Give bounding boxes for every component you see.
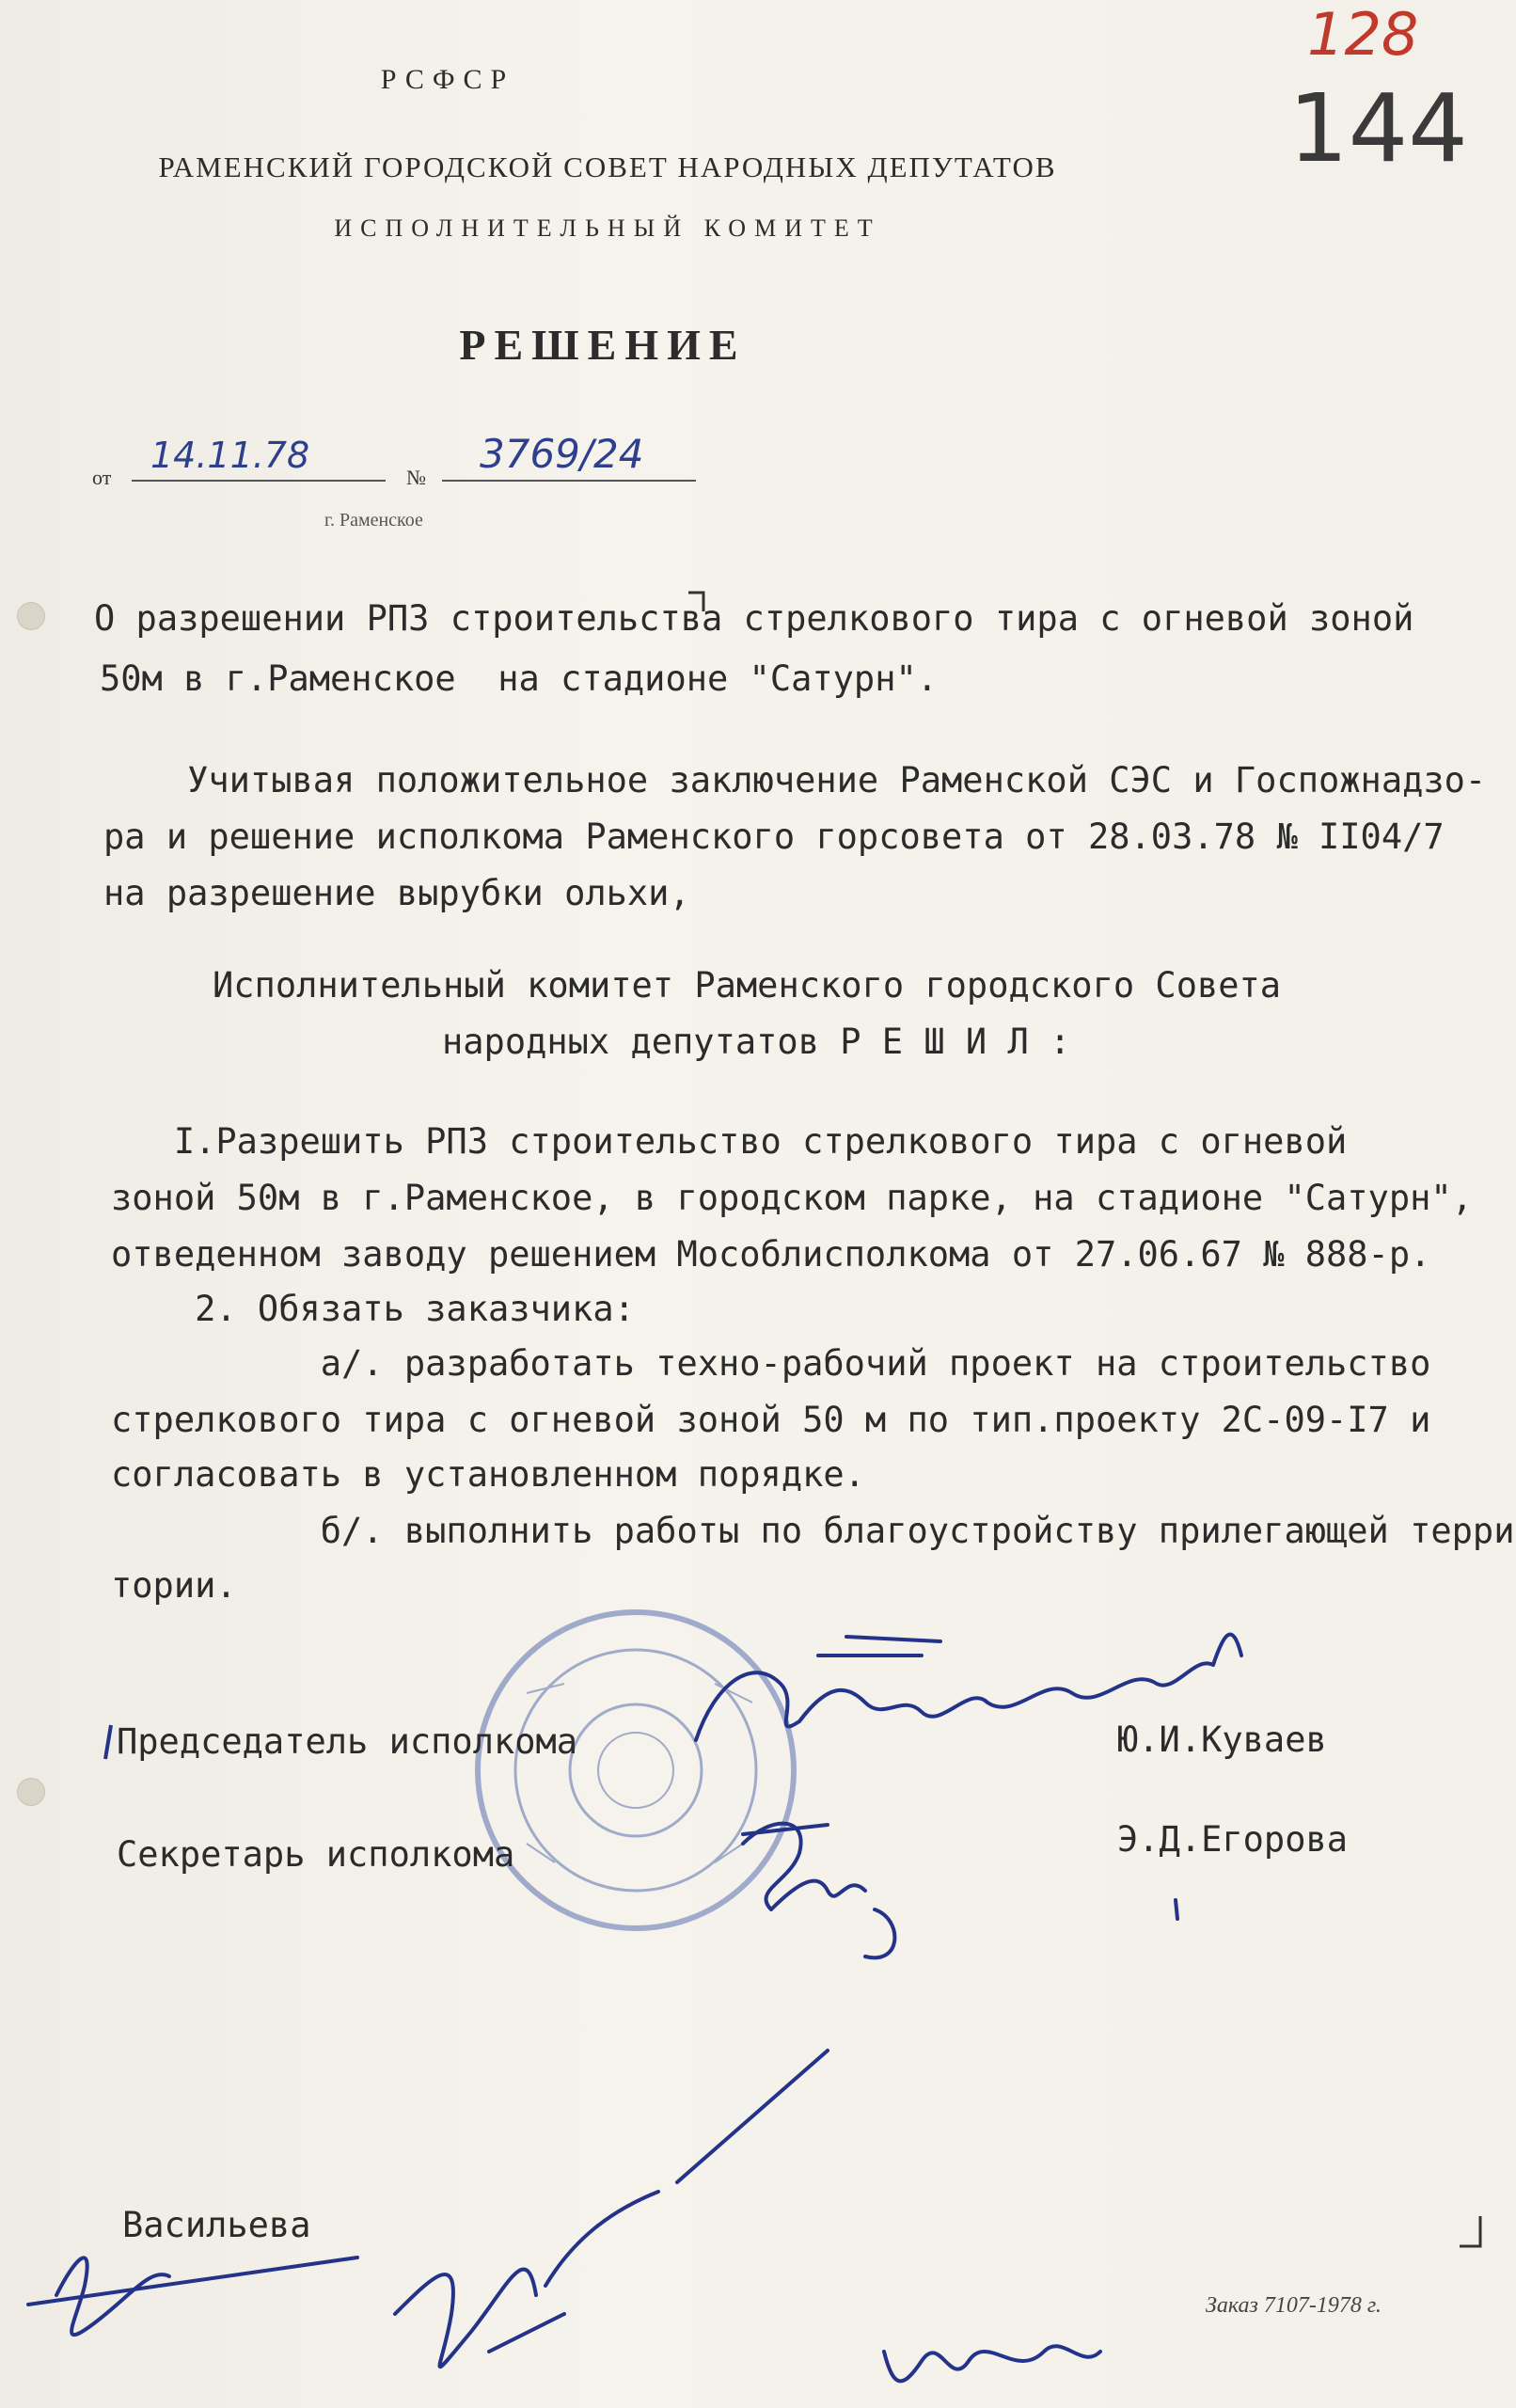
preamble-line: ра и решение исполкома Раменского горсовета от 28.03.78 № II04/7 (103, 816, 1445, 857)
decision-date: 14.11.78 (150, 435, 310, 476)
item-line: тории. (111, 1565, 237, 1606)
secretary-name: Э.Д.Егорова (1117, 1819, 1349, 1860)
decision-number: 3769/24 (480, 431, 644, 477)
item-line: стрелкового тира с огневой зоной 50 м по тип.проекту 2С-09-I7 и (111, 1400, 1431, 1440)
resolution-intro-line: народных депутатов Р Е Ш И Л : (442, 1022, 1071, 1062)
resolution-intro-line: Исполнительный комитет Раменского городского Совета (213, 965, 1282, 1006)
preamble-line: на разрешение вырубки ольхи, (103, 873, 690, 913)
preamble-line: Учитывая положительное заключение Раменской СЭС и Госпожнадзо- (103, 760, 1487, 800)
subject-line: 50м в г.Раменское на стадионе "Сатурн". (100, 658, 939, 699)
header-country: РСФСР (380, 64, 515, 95)
subject-line: О разрешении РПЗ строительства стрелкового тира с огневой зоной (94, 598, 1414, 639)
item-line: а/. разработать техно-рабочий проект на строительство (111, 1343, 1431, 1384)
margin-ticks (105, 1725, 111, 1759)
archive-new-number: 144 (1288, 73, 1468, 183)
print-order: Заказ 7107-1978 г. (1206, 2293, 1382, 2318)
chair-name: Ю.И.Куваев (1117, 1719, 1327, 1760)
document-title: РЕШЕНИЕ (459, 321, 747, 369)
header-committee: ИСПОЛНИТЕЛЬНЫЙ КОМИТЕТ (334, 214, 881, 242)
item-line: согласовать в установленном порядке. (111, 1454, 865, 1495)
date-prefix: от (92, 466, 112, 489)
lower-signatures (28, 1900, 1177, 2381)
official-seal (478, 1612, 794, 1928)
secretary-signature (743, 1824, 894, 1958)
number-prefix: № (406, 466, 426, 489)
header-council: РАМЕНСКИЙ ГОРОДСКОЙ СОВЕТ НАРОДНЫХ ДЕПУТАТОВ (158, 150, 1057, 183)
item-line: отведенном заводу решением Мособлисполкома от 27.06.67 № 888-р. (111, 1234, 1431, 1275)
item-line: зоной 50м в г.Раменское, в городском парке, на стадионе "Сатурн", (111, 1178, 1473, 1218)
archive-old-number: 128 (1307, 0, 1419, 69)
item-line: I.Разрешить РПЗ строительство стрелкового тира с огневой (111, 1121, 1348, 1162)
executor-name: Васильева (122, 2205, 311, 2245)
city: г. Раменское (324, 510, 423, 531)
secretary-title: Секретарь исполкома (117, 1834, 515, 1875)
item-line: б/. выполнить работы по благоустройству прилегающей терри (111, 1511, 1515, 1551)
chair-title: Председатель исполкома (117, 1721, 578, 1762)
item-line: 2. Обязать заказчика: (111, 1289, 635, 1329)
corner-mark (688, 593, 1480, 2246)
